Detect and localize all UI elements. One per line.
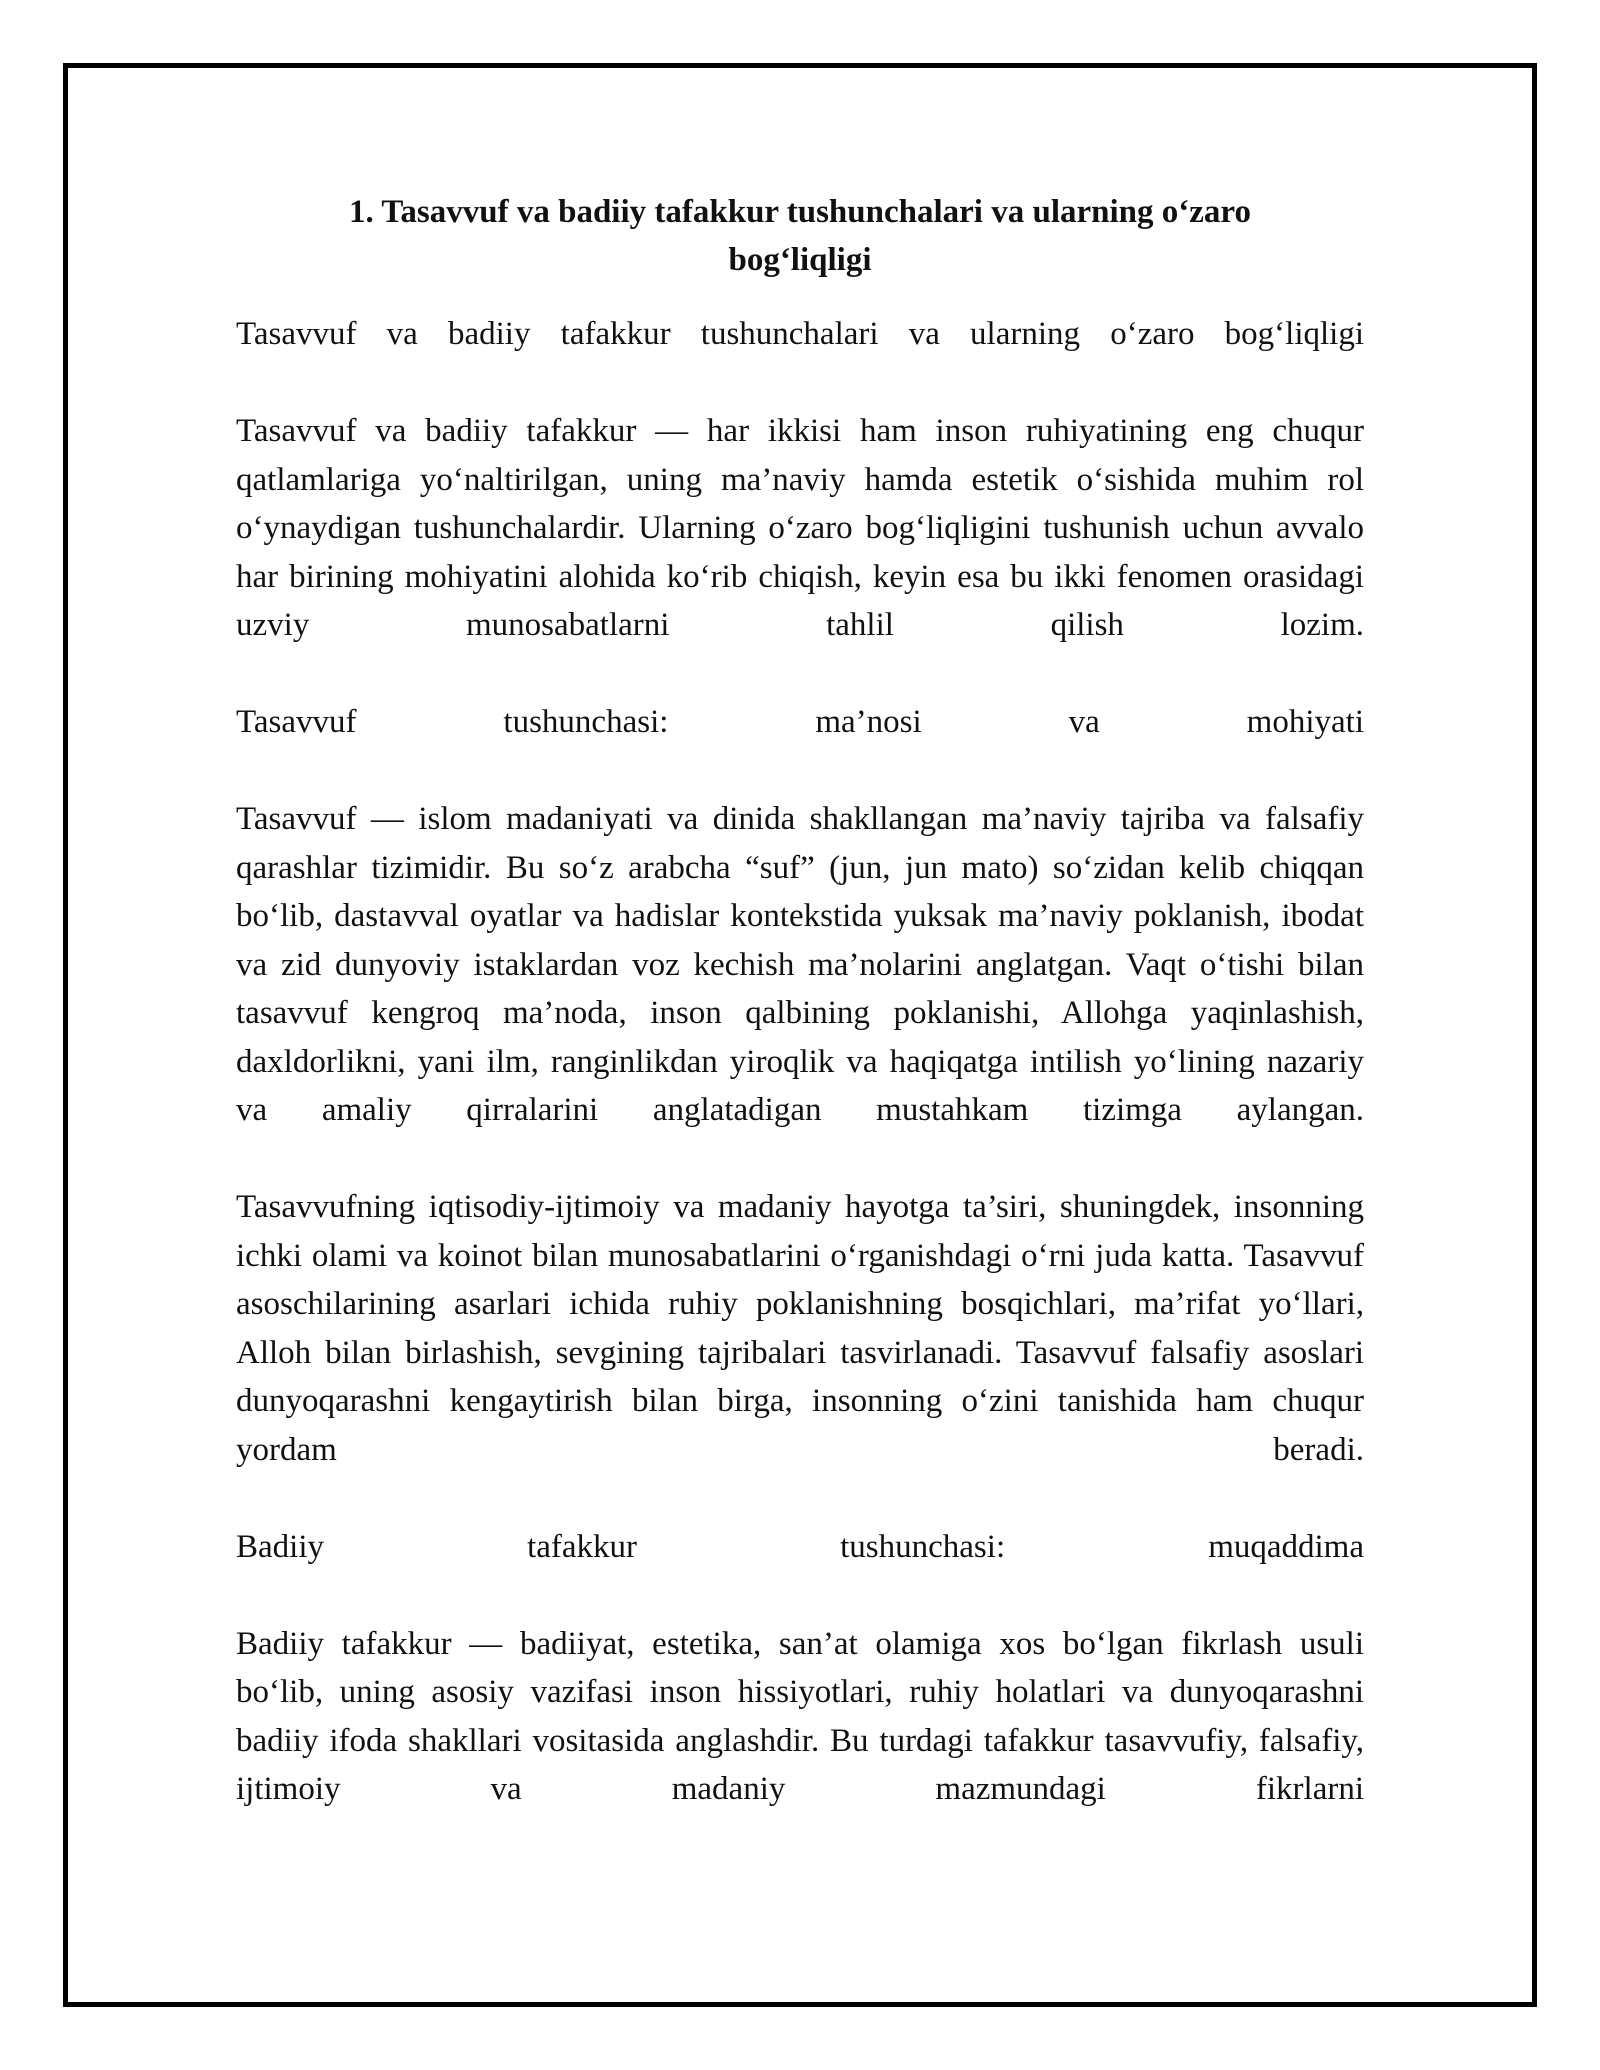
document-body: [236, 188, 1364, 1814]
paragraph-tasavvuf-heading: Tasavvuf tushunchasi: ma’nosi va mohiyati: [236, 704, 1364, 740]
paragraph-tasavvuf-influence: Tasavvufning iqtisodiy-ijtimoiy va madaniy hayotga ta’siri, shuningdek, insonning ichki olami va koinot bilan munosabatlarini o‘rganishdagi o‘rni juda katta. Tasavvuf asoschilarining asarlari ichida ruhiy poklanishning bosqichlari, ma’rifat yo‘llari, Alloh bilan birlashish, sevgining tajribalari tasvirlanadi. Tasavvuf falsafiy asoslari dunyoqarashni kengaytirish bilan birga, insonning o‘zini tanishida ham chuqur yordam beradi.: [236, 1189, 1364, 1468]
paragraph-badiiy-definition: Badiiy tafakkur — badiiyat, estetika, san’at olamiga xos bo‘lgan fikrlash usuli bo‘lib, uning asosiy vazifasi inson hissiyotlari, ruhiy holatlari va dunyoqarashni badiiy ifoda shakllari vositasida anglashdir. Bu turdagi tafakkur tasavvufiy, falsafiy, ijtimoiy va madaniy mazmundagi fikrlarni: [236, 1625, 1364, 1807]
section-heading: 1. Tasavvuf va badiiy tafakkur tushunchalari va ularning o‘zaro bog‘liqligi: [349, 194, 1251, 278]
paragraph-intro: Tasavvuf va badiiy tafakkur — har ikkisi ham inson ruhiyatining eng chuqur qatlamlariga yo‘naltirilgan, uning ma’naviy hamda estetik o‘sishida muhim rol o‘ynaydigan tushunchalardir. Ularning o‘zaro bog‘liqligini tushunish uchun avvalo har birining mohiyatini alohida ko‘rib chiqish, keyin esa bu ikki fenomen orasidagi uzviy munosabatlarni tahlil qilish lozim.: [236, 413, 1364, 643]
paragraph-tasavvuf-definition: Tasavvuf — islom madaniyati va dinida shakllangan ma’naviy tajriba va falsafiy qarashlar tizimidir. Bu so‘z arabcha “suf” (jun, jun mato) so‘zidan kelib chiqqan bo‘lib, dastavval oyatlar va hadislar kontekstida yuksak ma’naviy poklanish, ibodat va zid dunyoviy istaklardan voz kechish ma’nolarini anglatgan. Vaqt o‘tishi bilan tasavvuf kengroq ma’noda, inson qalbining poklanishi, Allohga yaqinlashish, daxldorlikni, yani ilm, ranginlikdan yiroqlik va haqiqatga intilish yo‘lining nazariy va amaliy qirralarini anglatadigan mustahkam tizimga aylangan.: [236, 801, 1364, 1128]
paragraph-badiiy-heading: Badiiy tafakkur tushunchasi: muqaddima: [236, 1528, 1364, 1565]
paragraph-subtitle: Tasavvuf va badiiy tafakkur tushunchalari va ularning o‘zaro bog‘liqligi: [236, 316, 1364, 352]
